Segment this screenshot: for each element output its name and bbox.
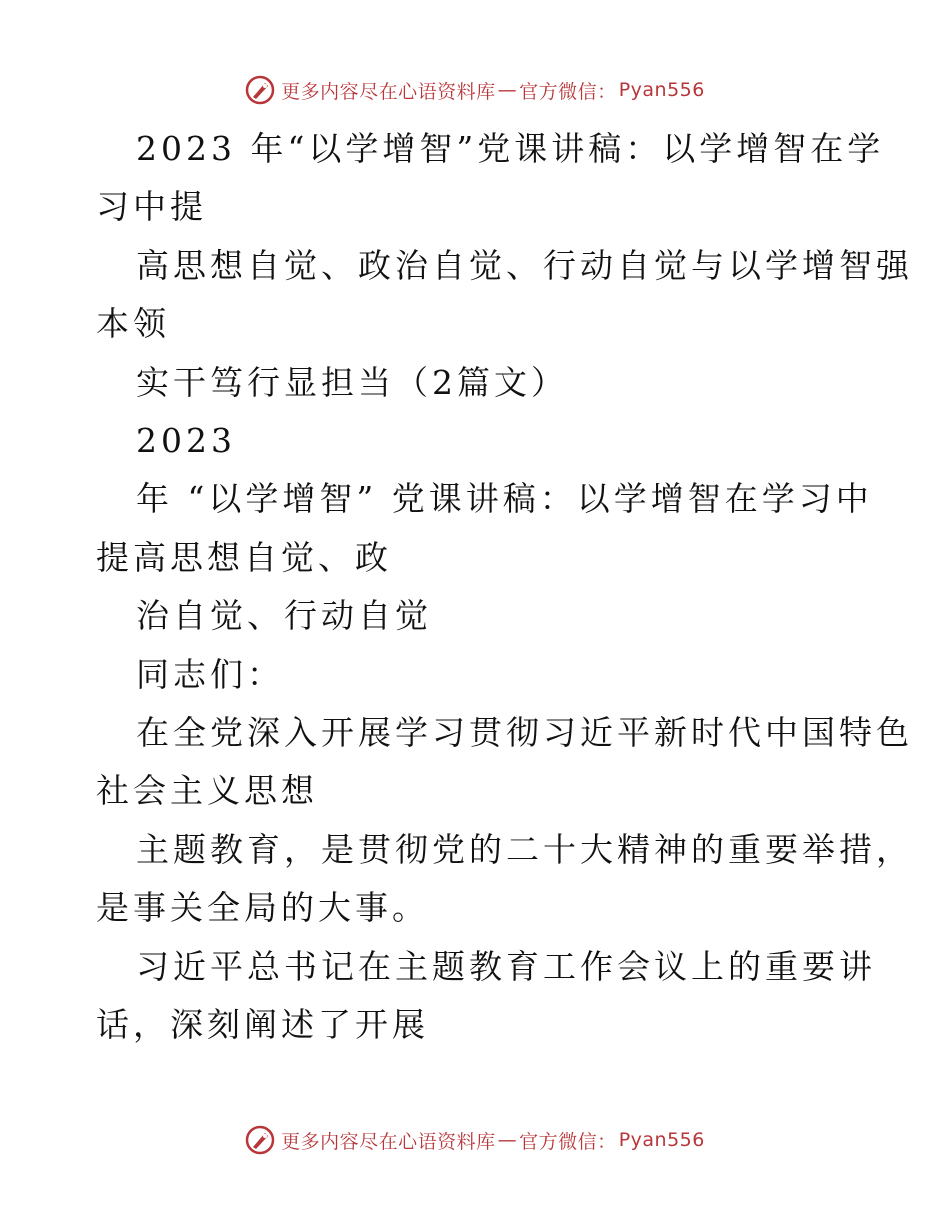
pen-nib-logo-icon [245,1125,275,1155]
footer-watermark [0,1120,950,1160]
doc-line: 是事关全局的大事。 [96,888,429,928]
doc-line: 社会主义思想 [96,771,318,811]
banner-text: 更多内容尽在心语资料库 [281,1130,496,1153]
doc-line: 习近平总书记在主题教育工作会议上的重要讲 [136,946,876,986]
banner-wechat-id: Pyan556 [618,79,705,101]
banner-separator: — [497,79,518,101]
document-body [96,120,913,1055]
doc-line: 2023 年“以学增智”党课讲稿：以学增智在学 [136,129,885,168]
banner-separator: — [497,1129,518,1151]
header-watermark [0,70,950,110]
doc-line: 话，深刻阐述了开展 [96,1005,429,1045]
banner-text: 更多内容尽在心语资料库 [281,80,496,103]
doc-line: 2023 [136,421,236,461]
pen-nib-logo-icon [245,75,275,105]
doc-line: 同志们： [136,654,284,694]
doc-line: 主题教育，是贯彻党的二十大精神的重要举措， [136,829,913,869]
doc-line: 高思想自觉、政治自觉、行动自觉与以学增智强 [136,245,913,285]
doc-line: 在全党深入开展学习贯彻习近平新时代中国特色 [136,713,913,753]
doc-line: 本领 [96,304,170,344]
doc-line: 习中提 [96,187,207,227]
banner-wechat-label: 官方微信： [519,80,617,103]
banner-wechat-id: Pyan556 [618,1129,705,1151]
doc-line: 年 “以学增智” 党课讲稿：以学增智在学习中 [136,479,873,519]
doc-line: 提高思想自觉、政 [96,537,392,577]
doc-line: 治自觉、行动自觉 [136,596,432,636]
doc-line: 实干笃行显担当（2篇文） [136,362,568,402]
banner-wechat-label: 官方微信： [519,1130,617,1153]
